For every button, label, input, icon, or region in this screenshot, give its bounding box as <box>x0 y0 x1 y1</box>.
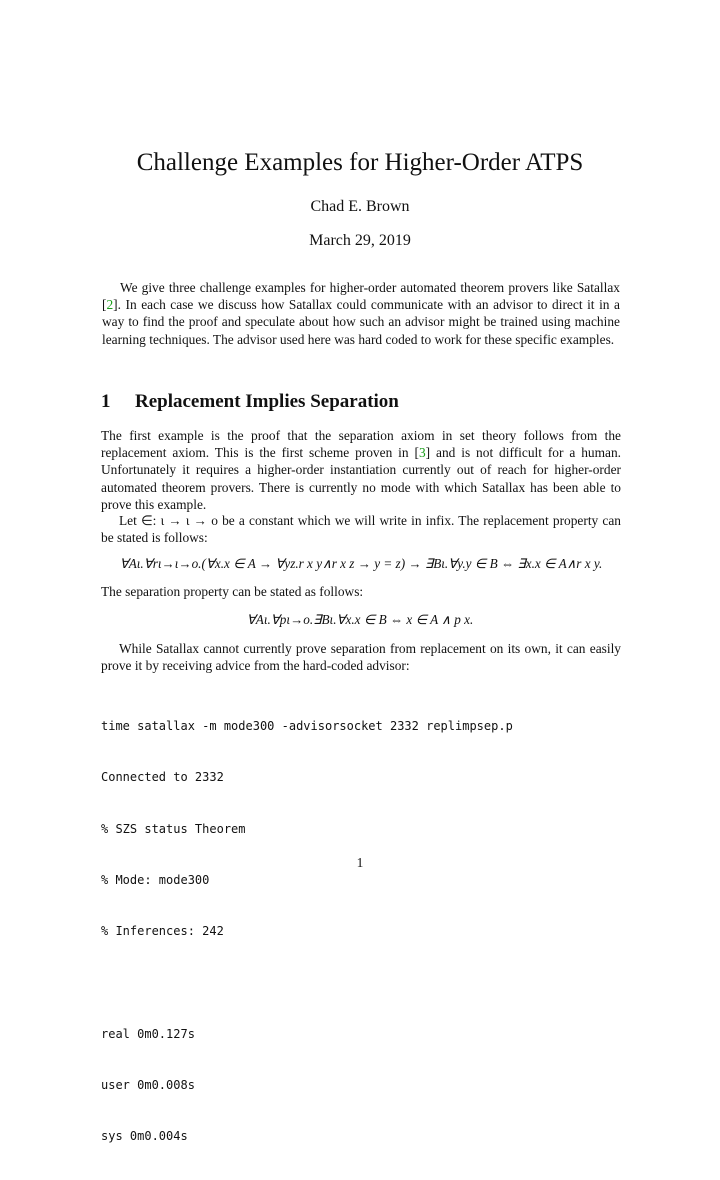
code-line-blank <box>101 975 621 992</box>
paragraph-1-text-1: The first example is the proof that the separation axiom in set theory follows from the replacement axiom. This is the first scheme proven in [ <box>101 428 621 461</box>
section-heading <box>101 391 621 413</box>
code-line: % SZS status Theorem <box>101 821 246 836</box>
abstract-text-1: We give three challenge examples for higher-order automated theorem provers like Satallax [ <box>102 280 620 313</box>
paragraph-3: The separation property can be stated as follows: <box>101 584 364 599</box>
code-line: % Inferences: 242 <box>101 924 224 939</box>
paper-date: March 29, 2019 <box>309 232 411 249</box>
section-number: 1 <box>101 391 111 412</box>
abstract-text-2: ]. In each case we discuss how Satallax could communicate with an advisor to direct it in a way to find the proof and speculate about how such an advisor might be trained using machine learning techniques. The advisor used here was hard coded to work for these specific examples. <box>102 297 620 347</box>
paragraph-1-text-2: ] and is not difficult for a human. Unfortunately it requires a higher-order instantiation currently out of reach for higher-order automated theorem provers. There is currently no mode with which Satallax has been able to prove this example. <box>101 445 621 512</box>
page-number: 1 <box>356 855 364 870</box>
code-line: Connected to 2332 <box>101 770 224 785</box>
separation-formula: ∀Aι.∀pι→o.∃Bι.∀x.x ∈ B ⇔ x ∈ A ∧ p x. <box>246 612 474 627</box>
paragraph-2: Let ∈: ι → ι → o be a constant which we will write in infix. The replacement property can be stated is follows: <box>101 513 621 546</box>
paragraph-1 <box>101 427 621 513</box>
abstract <box>102 279 620 348</box>
code-line: user 0m0.008s <box>101 1078 195 1093</box>
code-line: time satallax -m mode300 -advisorsocket 2332 replimpsep.p <box>101 719 513 734</box>
replacement-formula: ∀Aι.∀rι→ι→o.(∀x.x ∈ A → ∀yz.r x y∧r x z → y = z) → ∃Bι.∀y.y ∈ B ⇔ ∃x.x ∈ A∧r x y. <box>119 556 603 571</box>
code-line: real 0m0.127s <box>101 1026 195 1041</box>
code-line: sys 0m0.004s <box>101 1129 188 1144</box>
code-line: % Mode: mode300 <box>101 873 210 888</box>
paper-title: Challenge Examples for Higher-Order ATPS <box>136 149 584 176</box>
paragraph-4: While Satallax cannot currently prove separation from replacement on its own, it can easily prove it by receiving advice from the hard-coded advisor: <box>101 641 621 674</box>
citation-link-2[interactable]: 2 <box>106 297 114 313</box>
section-title: Replacement Implies Separation <box>135 391 399 412</box>
paper-author: Chad E. Brown <box>310 198 410 215</box>
citation-link-3[interactable]: 3 <box>418 445 426 461</box>
